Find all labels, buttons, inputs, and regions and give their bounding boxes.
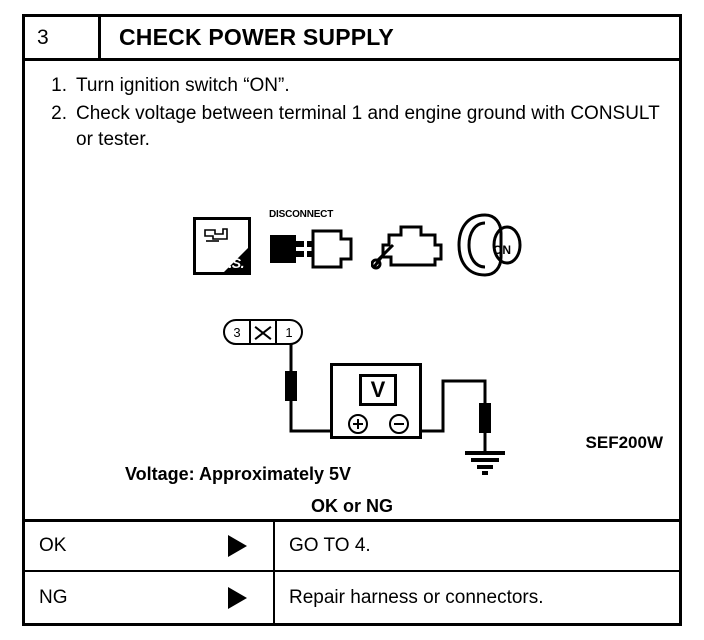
result-action-ok: GO TO 4.: [289, 535, 371, 556]
table-row: [25, 572, 679, 623]
diagnostic-step-box: [22, 14, 682, 626]
instruction-text: Check voltage between terminal 1 and engine ground with CONSULT or tester.: [76, 103, 660, 150]
wrench-icon: [203, 227, 229, 247]
list-item: [39, 101, 665, 153]
engine-ground-icon: [371, 215, 445, 277]
icon-strip: [193, 209, 523, 281]
page-title: CHECK POWER SUPPLY: [119, 24, 394, 50]
step-body: [25, 61, 679, 519]
table-row: [25, 522, 679, 572]
disconnect-label: DISCONNECT: [269, 209, 334, 220]
result-label-ok: OK: [39, 535, 67, 556]
terminal-3: [225, 321, 251, 343]
voltmeter-positive-terminal: [348, 414, 368, 434]
instruction-number: 2.: [51, 103, 67, 124]
tool-suitable-label: T.S.: [221, 255, 244, 271]
step-number: 3: [25, 17, 101, 58]
figure-code: SEF200W: [585, 433, 663, 452]
instruction-text: Turn ignition switch “ON”.: [76, 75, 290, 96]
step-header: [25, 17, 679, 61]
terminal-label: 3: [233, 324, 241, 340]
ignition-key-icon: [455, 211, 523, 279]
tool-suitable-icon: [193, 217, 251, 275]
instruction-list: [39, 73, 665, 155]
result-action-ng: Repair harness or connectors.: [289, 586, 544, 608]
arrow-cell: [201, 572, 275, 623]
disconnect-icon: [267, 209, 359, 281]
arrow-cell: [201, 522, 275, 570]
ignition-on-icon: [455, 211, 523, 279]
voltmeter: [330, 363, 422, 439]
terminal-label: 1: [285, 324, 293, 340]
connector-terminals: [223, 319, 303, 345]
voltage-note: Voltage: Approximately 5V: [125, 464, 352, 484]
decision-label: OK or NG: [310, 496, 393, 516]
ignition-on-label: ON: [493, 243, 511, 257]
list-item: [39, 73, 665, 99]
instruction-number: 1.: [51, 75, 67, 96]
results-table: [25, 519, 679, 623]
voltmeter-negative-terminal: [389, 414, 409, 434]
voltmeter-symbol: V: [359, 374, 397, 406]
triangle-right-icon: [228, 535, 247, 557]
triangle-right-icon: [228, 587, 247, 609]
terminal-1: [277, 321, 301, 343]
result-label-ng: NG: [39, 586, 68, 608]
terminal-2: [251, 321, 277, 343]
engine-icon: [371, 215, 445, 277]
connector-pair-icon: [267, 221, 359, 281]
